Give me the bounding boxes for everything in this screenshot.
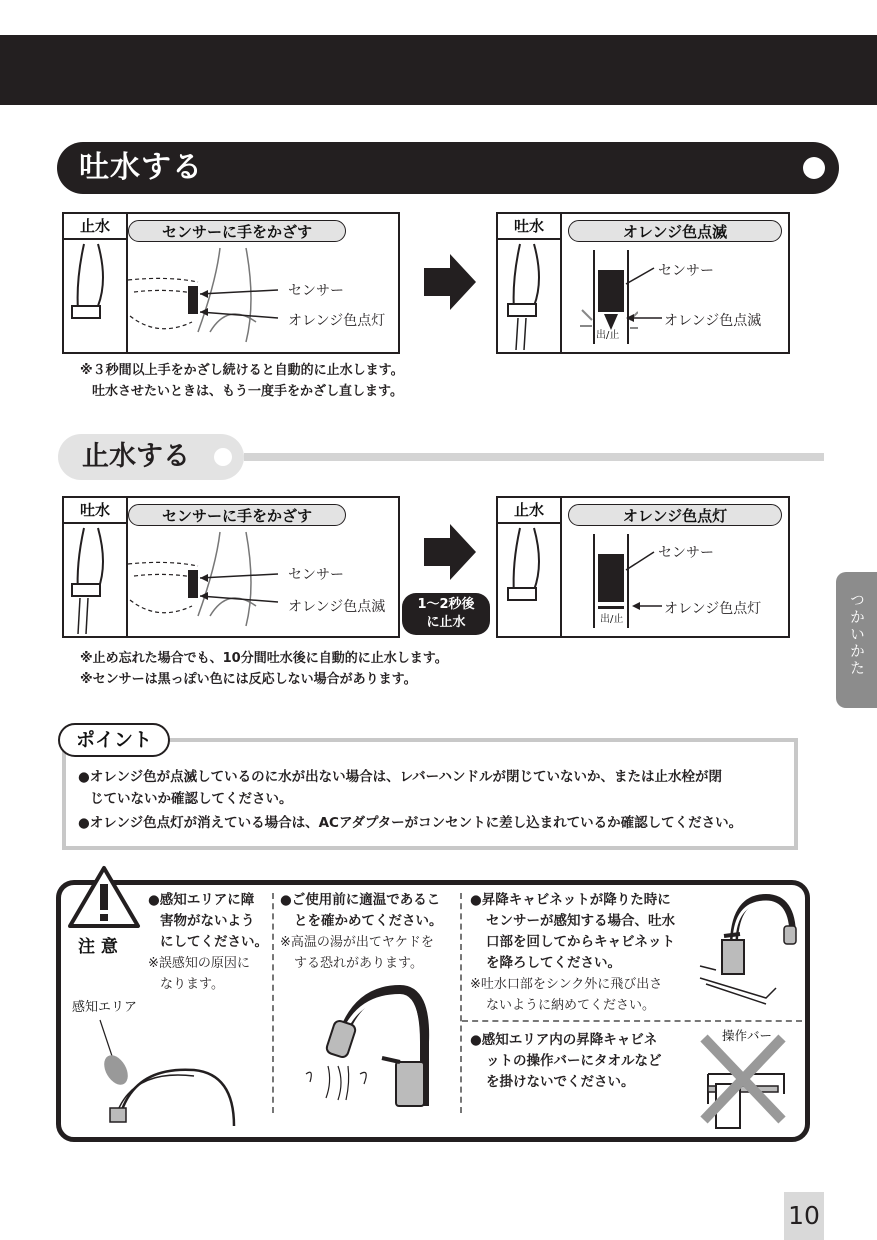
towel-prohibited-illustration (694, 1024, 806, 1130)
callout-sensor: センサー (288, 283, 344, 299)
instruction-pill: センサーに手をかざす (128, 504, 346, 526)
faucet-flowing-icon (64, 524, 126, 636)
state-label: 吐水 (498, 214, 562, 240)
arrow-right-icon (424, 524, 476, 580)
note: ※止め忘れた場合でも、10分間吐水後に自動的に止水します。 (80, 651, 448, 666)
caution-note: する恐れがあります。 (294, 956, 423, 971)
section-title-stop (58, 434, 244, 480)
instruction-pill: センサーに手をかざす (128, 220, 346, 242)
time-badge (402, 593, 490, 635)
divider (460, 893, 462, 1113)
circle-icon (803, 157, 825, 179)
caution-note: ないように納めてください。 (486, 998, 656, 1013)
callout-sensor: センサー (288, 567, 344, 583)
status-pill: オレンジ色点灯 (568, 504, 782, 526)
faucet-sensor-area-illustration (94, 1016, 254, 1132)
callout-light: オレンジ色点滅 (288, 599, 386, 615)
caution-text: 害物がないよう (160, 913, 255, 929)
dispense-step-before (62, 212, 400, 354)
operation-bar-label: 操作バー (722, 1028, 773, 1043)
section-rule (244, 453, 824, 461)
section-title-text: 止水する (82, 441, 190, 472)
sensor-area-label: 感知エリア (72, 1000, 138, 1015)
state-label: 吐水 (64, 498, 128, 524)
caution-text: センサーが感知する場合、吐水 (486, 913, 675, 929)
caution-text: ●感知エリアに障 (148, 892, 255, 908)
divider (560, 214, 562, 352)
callout-light: オレンジ色点灯 (664, 601, 762, 617)
hand-over-sensor-illustration (128, 242, 400, 352)
indicator-label: 出/止 (600, 614, 624, 625)
status-pill: オレンジ色点滅 (568, 220, 782, 242)
stop-step-after (496, 496, 790, 638)
caution-text: にしてください。 (160, 934, 268, 950)
caution-note: ※誤感知の原因に (148, 956, 250, 971)
dispense-step-after (496, 212, 790, 354)
note: ※３秒間以上手をかざし続けると自動的に止水します。 (80, 363, 404, 378)
note: 吐水させたいときは、もう一度手をかざし直します。 (92, 384, 403, 399)
caution-note: ※高温の湯が出てヤケドを (280, 935, 434, 950)
caution-text: ●ご使用前に適温であるこ (280, 892, 441, 908)
note: ※センサーは黒っぽい色には反応しない場合があります。 (80, 672, 417, 687)
point-line: ●オレンジ色点灯が消えている場合は、ACアダプターがコンセントに差し込まれているか確認してください。 (78, 815, 743, 831)
caution-text: ットの操作バーにタオルなど (486, 1053, 662, 1069)
badge-line: に止水 (426, 615, 466, 630)
caution-label: 注 意 (78, 937, 118, 957)
caution-note: ※吐水口部をシンク外に飛び出さ (470, 977, 663, 992)
faucet-icon (64, 240, 126, 352)
caution-text: 口部を回してからキャビネット (486, 934, 675, 950)
badge-line: 1～2秒後 (417, 597, 475, 612)
caution-text: を掛けないでください。 (486, 1074, 635, 1090)
point-line: ●オレンジ色が点滅しているのに水が出ない場合は、レバーハンドルが閉じていないか、または止水栓が閉 (78, 769, 722, 785)
caution-note: なります。 (160, 977, 224, 992)
indicator-label: 出/止 (596, 330, 620, 341)
side-tab-label: つかいかた (848, 592, 866, 677)
header-bar (0, 35, 877, 105)
warning-triangle-icon (66, 864, 142, 930)
page-number: 10 (784, 1192, 824, 1240)
divider (560, 498, 562, 636)
hand-over-sensor-illustration (128, 526, 400, 636)
caution-text: を降ろしてください。 (486, 955, 621, 971)
stop-step-before (62, 496, 400, 638)
caution-text: ●昇降キャビネットが降りた時に (470, 892, 671, 908)
section-title-dispense (57, 142, 839, 194)
side-tab-usage[interactable] (836, 572, 877, 708)
faucet-flowing-icon (498, 240, 560, 352)
callout-sensor: センサー (658, 545, 714, 561)
caution-text: ●感知エリア内の昇降キャビネ (470, 1032, 658, 1048)
point-line: じていないか確認してください。 (90, 791, 293, 807)
cabinet-faucet-illustration (696, 888, 800, 1014)
caution-text: とを確かめてください。 (294, 913, 443, 929)
faucet-icon (498, 524, 560, 636)
section-title-text: 吐水する (79, 150, 203, 185)
divider (272, 893, 274, 1113)
callout-sensor: センサー (658, 263, 714, 279)
circle-icon (214, 448, 232, 466)
divider (462, 1020, 802, 1022)
state-label: 止水 (498, 498, 562, 524)
state-label: 止水 (64, 214, 128, 240)
callout-light: オレンジ色点灯 (288, 313, 386, 329)
arrow-right-icon (424, 254, 476, 310)
point-tag: ポイント (58, 723, 170, 757)
hot-water-faucet-illustration (300, 982, 450, 1110)
callout-light: オレンジ色点滅 (664, 313, 762, 329)
